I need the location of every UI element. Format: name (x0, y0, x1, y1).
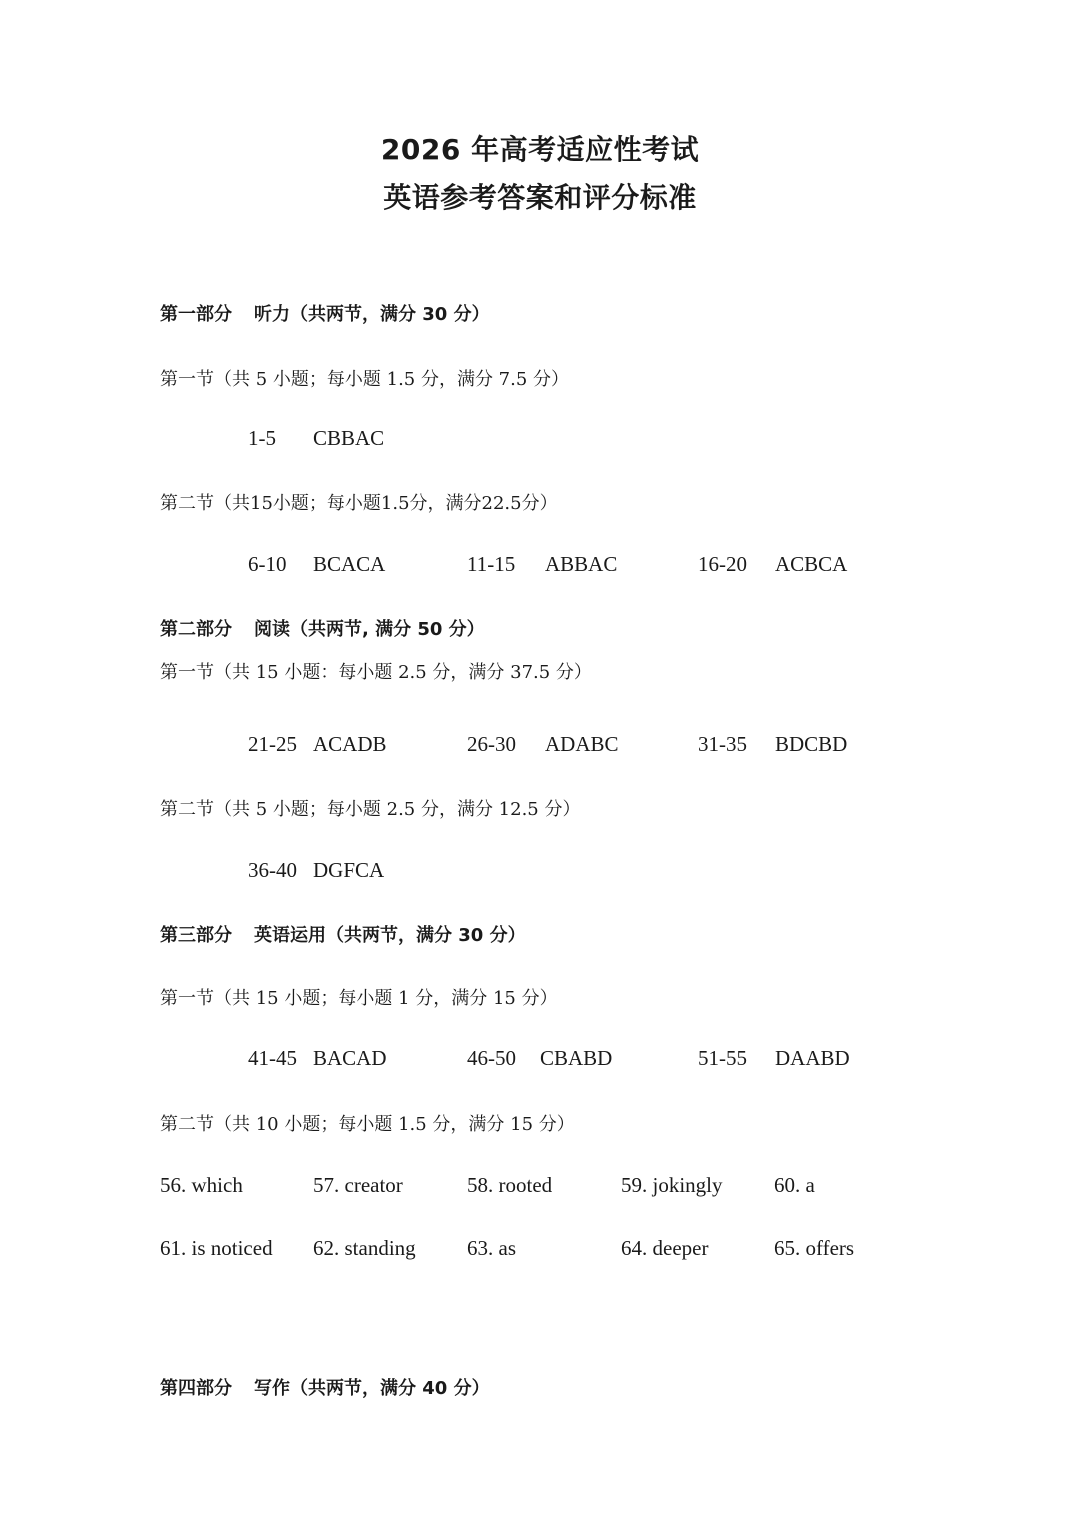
answer-key: ADABC (545, 732, 619, 756)
answer-range: 36-40 (248, 858, 297, 882)
answer-key: BDCBD (775, 732, 848, 756)
part-3-name: 第三部分 (160, 925, 232, 946)
answer-range: 21-25 (248, 732, 297, 756)
part-1-section-2-heading: 第二节（共15小题；每小题1.5分，满分22.5分） (160, 493, 558, 514)
answer-range: 1-5 (248, 426, 276, 450)
answer-range: 31-35 (698, 732, 747, 756)
fill-answer-item: 62. standing (313, 1236, 416, 1260)
part-1-section-1-heading: 第一节（共 5 小题；每小题 1.5 分，满分 7.5 分） (160, 369, 570, 390)
part-1-name: 第一部分 (160, 304, 232, 325)
fill-answer-item: 57. creator (313, 1173, 403, 1197)
answer-key: DAABD (775, 1046, 850, 1070)
fill-answer-item: 59. jokingly (621, 1173, 723, 1197)
fill-answer-item: 65. offers (774, 1236, 855, 1260)
part-2-heading (160, 615, 485, 641)
title-line-1: 2026 年高考适应性考试 (380, 133, 700, 166)
fill-answer-item: 64. deeper (621, 1236, 709, 1260)
title-line-2: 英语参考答案和评分标准 (383, 181, 697, 214)
answer-key: CBABD (540, 1046, 613, 1070)
answer-key: ABBAC (545, 552, 618, 576)
part-1-label: 听力（共两节，满分 30 分） (254, 304, 490, 325)
answer-key: BACAD (313, 1046, 387, 1070)
fill-answer-item: 60. a (774, 1173, 815, 1197)
answer-range: 46-50 (467, 1046, 516, 1070)
part-3-section-1-heading: 第一节（共 15 小题；每小题 1 分，满分 15 分） (160, 988, 558, 1009)
answer-key: BCACA (313, 552, 386, 576)
fill-answer-item: 61. is noticed (160, 1236, 273, 1260)
answer-range: 26-30 (467, 732, 516, 756)
part-3-heading (160, 921, 526, 947)
part-4-label: 写作（共两节，满分 40 分） (254, 1378, 490, 1399)
answer-key: DGFCA (313, 858, 385, 882)
part-3-label: 英语运用（共两节，满分 30 分） (254, 925, 526, 946)
part-2-section-2-heading: 第二节（共 5 小题；每小题 2.5 分，满分 12.5 分） (160, 799, 581, 820)
answer-key: ACADB (313, 732, 387, 756)
answer-range: 51-55 (698, 1046, 747, 1070)
answer-range: 6-10 (248, 552, 287, 576)
answer-range: 11-15 (467, 552, 516, 576)
fill-answer-item: 58. rooted (467, 1173, 553, 1197)
answer-key: CBBAC (313, 426, 385, 450)
part-2-label: 阅读（共两节, 满分 50 分） (254, 619, 485, 640)
part-2-section-1-heading: 第一节（共 15 小题：每小题 2.5 分，满分 37.5 分） (160, 662, 592, 683)
part-4-name: 第四部分 (160, 1378, 232, 1399)
fill-answer-item: 56. which (160, 1173, 243, 1197)
part-4-heading (160, 1374, 490, 1400)
answer-range: 16-20 (698, 552, 747, 576)
part-1-heading (160, 300, 490, 326)
part-3-section-2-heading: 第二节（共 10 小题；每小题 1.5 分，满分 15 分） (160, 1114, 575, 1135)
answer-range: 41-45 (248, 1046, 297, 1070)
part-2-name: 第二部分 (160, 619, 232, 640)
fill-answer-item: 63. as (467, 1236, 516, 1260)
answer-key: ACBCA (775, 552, 848, 576)
